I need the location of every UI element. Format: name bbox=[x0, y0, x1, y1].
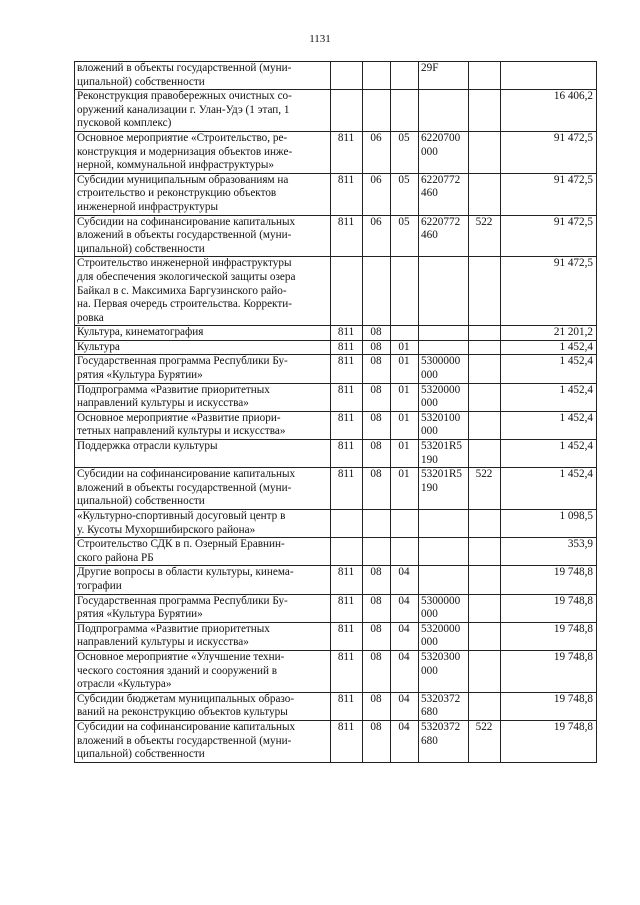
subsection-code-cell bbox=[391, 257, 419, 326]
expense-type-cell bbox=[469, 538, 501, 566]
amount-cell: 19 748,8 bbox=[501, 594, 597, 622]
expense-type-cell bbox=[469, 650, 501, 692]
section-code-cell: 08 bbox=[363, 566, 391, 594]
target-article-cell: 5320372 680 bbox=[419, 692, 469, 720]
table-row bbox=[75, 468, 597, 510]
grbs-code-cell: 811 bbox=[331, 622, 363, 650]
section-code-cell: 08 bbox=[363, 383, 391, 411]
section-code-cell: 08 bbox=[363, 355, 391, 383]
item-name-cell: Субсидии на софинансирование капитальных вложений в объекты государственной (муни- ципальной) собственности bbox=[75, 468, 331, 510]
item-name-cell: Основное мероприятие «Развитие приори- тетных направлений культуры и искусства» bbox=[75, 411, 331, 439]
grbs-code-cell bbox=[331, 257, 363, 326]
target-article-cell bbox=[419, 538, 469, 566]
expense-type-cell bbox=[469, 355, 501, 383]
subsection-code-cell bbox=[391, 538, 419, 566]
target-article-cell: 5300000 000 bbox=[419, 355, 469, 383]
amount-cell: 91 472,5 bbox=[501, 131, 597, 173]
expense-type-cell bbox=[469, 510, 501, 538]
subsection-code-cell: 01 bbox=[391, 411, 419, 439]
target-article-cell: 6220772 460 bbox=[419, 215, 469, 257]
table-row bbox=[75, 594, 597, 622]
target-article-cell: 5320372 680 bbox=[419, 720, 469, 762]
target-article-cell: 53201R5 190 bbox=[419, 468, 469, 510]
section-code-cell: 08 bbox=[363, 340, 391, 355]
amount-cell: 91 472,5 bbox=[501, 257, 597, 326]
item-name-cell: Строительство инженерной инфраструктуры для обеспечения экологической защиты озера Байкал в с. Максимиха Баргузинского райо- на. Первая очередь строительства. Корректи- ровка bbox=[75, 257, 331, 326]
amount-cell: 19 748,8 bbox=[501, 720, 597, 762]
amount-cell: 91 472,5 bbox=[501, 215, 597, 257]
table-row bbox=[75, 355, 597, 383]
table-row bbox=[75, 720, 597, 762]
grbs-code-cell: 811 bbox=[331, 411, 363, 439]
section-code-cell: 08 bbox=[363, 720, 391, 762]
expense-type-cell: 522 bbox=[469, 468, 501, 510]
target-article-cell bbox=[419, 326, 469, 341]
subsection-code-cell: 04 bbox=[391, 692, 419, 720]
item-name-cell: Строительство СДК в п. Озерный Еравнин- ского района РБ bbox=[75, 538, 331, 566]
grbs-code-cell: 811 bbox=[331, 340, 363, 355]
subsection-code-cell: 05 bbox=[391, 131, 419, 173]
expense-type-cell bbox=[469, 340, 501, 355]
grbs-code-cell: 811 bbox=[331, 383, 363, 411]
subsection-code-cell: 04 bbox=[391, 720, 419, 762]
page-number: 1131 bbox=[309, 33, 331, 45]
section-code-cell: 08 bbox=[363, 594, 391, 622]
section-code-cell bbox=[363, 510, 391, 538]
table-row bbox=[75, 383, 597, 411]
expense-type-cell bbox=[469, 383, 501, 411]
amount-cell: 1 452,4 bbox=[501, 468, 597, 510]
grbs-code-cell bbox=[331, 510, 363, 538]
target-article-cell: 6220772 460 bbox=[419, 173, 469, 215]
amount-cell: 1 452,4 bbox=[501, 340, 597, 355]
expense-type-cell bbox=[469, 692, 501, 720]
subsection-code-cell: 04 bbox=[391, 566, 419, 594]
table-row bbox=[75, 62, 597, 90]
table-row bbox=[75, 326, 597, 341]
table-row bbox=[75, 692, 597, 720]
item-name-cell: «Культурно-спортивный досуговый центр в у. Кусоты Мухоршибирского района» bbox=[75, 510, 331, 538]
section-code-cell: 08 bbox=[363, 411, 391, 439]
expense-type-cell bbox=[469, 131, 501, 173]
table-row bbox=[75, 622, 597, 650]
section-code-cell: 08 bbox=[363, 326, 391, 341]
grbs-code-cell: 811 bbox=[331, 215, 363, 257]
grbs-code-cell: 811 bbox=[331, 326, 363, 341]
table-row bbox=[75, 440, 597, 468]
expense-type-cell bbox=[469, 594, 501, 622]
table-row bbox=[75, 131, 597, 173]
target-article-cell: 6220700 000 bbox=[419, 131, 469, 173]
expense-type-cell bbox=[469, 566, 501, 594]
grbs-code-cell: 811 bbox=[331, 355, 363, 383]
table-row bbox=[75, 566, 597, 594]
item-name-cell: вложений в объекты государственной (муни- ципальной) собственности bbox=[75, 62, 331, 90]
expense-type-cell bbox=[469, 622, 501, 650]
item-name-cell: Подпрограмма «Развитие приоритетных направлений культуры и искусства» bbox=[75, 622, 331, 650]
subsection-code-cell: 01 bbox=[391, 383, 419, 411]
budget-table bbox=[74, 61, 597, 763]
grbs-code-cell: 811 bbox=[331, 594, 363, 622]
section-code-cell: 08 bbox=[363, 692, 391, 720]
table-row bbox=[75, 215, 597, 257]
subsection-code-cell: 01 bbox=[391, 355, 419, 383]
grbs-code-cell: 811 bbox=[331, 173, 363, 215]
section-code-cell: 08 bbox=[363, 650, 391, 692]
grbs-code-cell bbox=[331, 90, 363, 132]
section-code-cell: 06 bbox=[363, 131, 391, 173]
section-code-cell: 06 bbox=[363, 215, 391, 257]
expense-type-cell bbox=[469, 440, 501, 468]
item-name-cell: Субсидии муниципальным образованиям на строительство и реконструкцию объектов инженерной инфраструктуры bbox=[75, 173, 331, 215]
subsection-code-cell: 04 bbox=[391, 622, 419, 650]
subsection-code-cell: 05 bbox=[391, 173, 419, 215]
target-article-cell bbox=[419, 90, 469, 132]
expense-type-cell bbox=[469, 411, 501, 439]
target-article-cell: 5320000 000 bbox=[419, 383, 469, 411]
amount-cell: 21 201,2 bbox=[501, 326, 597, 341]
expense-type-cell bbox=[469, 90, 501, 132]
section-code-cell bbox=[363, 257, 391, 326]
subsection-code-cell bbox=[391, 510, 419, 538]
subsection-code-cell bbox=[391, 326, 419, 341]
item-name-cell: Подпрограмма «Развитие приоритетных направлений культуры и искусства» bbox=[75, 383, 331, 411]
item-name-cell: Субсидии на софинансирование капитальных вложений в объекты государственной (муни- ципальной) собственности bbox=[75, 215, 331, 257]
grbs-code-cell: 811 bbox=[331, 650, 363, 692]
grbs-code-cell: 811 bbox=[331, 692, 363, 720]
amount-cell: 19 748,8 bbox=[501, 650, 597, 692]
grbs-code-cell: 811 bbox=[331, 720, 363, 762]
table-row bbox=[75, 510, 597, 538]
amount-cell: 1 452,4 bbox=[501, 411, 597, 439]
amount-cell: 1 452,4 bbox=[501, 383, 597, 411]
subsection-code-cell bbox=[391, 62, 419, 90]
section-code-cell: 08 bbox=[363, 440, 391, 468]
target-article-cell: 29F bbox=[419, 62, 469, 90]
target-article-cell bbox=[419, 566, 469, 594]
item-name-cell: Реконструкция правобережных очистных со- оружений канализации г. Улан-Удэ (1 этап, 1 пусковой комплекс) bbox=[75, 90, 331, 132]
section-code-cell bbox=[363, 90, 391, 132]
table-row bbox=[75, 257, 597, 326]
table-row bbox=[75, 411, 597, 439]
subsection-code-cell: 01 bbox=[391, 440, 419, 468]
table-row bbox=[75, 90, 597, 132]
table-row bbox=[75, 340, 597, 355]
amount-cell: 1 098,5 bbox=[501, 510, 597, 538]
table-row bbox=[75, 173, 597, 215]
expense-type-cell bbox=[469, 326, 501, 341]
item-name-cell: Основное мероприятие «Строительство, ре- конструкция и модернизация объектов инже- нерной, коммунальной инфраструктуры» bbox=[75, 131, 331, 173]
amount-cell: 19 748,8 bbox=[501, 622, 597, 650]
item-name-cell: Поддержка отрасли культуры bbox=[75, 440, 331, 468]
amount-cell: 16 406,2 bbox=[501, 90, 597, 132]
expense-type-cell: 522 bbox=[469, 720, 501, 762]
target-article-cell: 5320100 000 bbox=[419, 411, 469, 439]
amount-cell: 91 472,5 bbox=[501, 173, 597, 215]
subsection-code-cell: 04 bbox=[391, 650, 419, 692]
target-article-cell: 5300000 000 bbox=[419, 594, 469, 622]
section-code-cell: 08 bbox=[363, 622, 391, 650]
amount-cell: 353,9 bbox=[501, 538, 597, 566]
table-row bbox=[75, 538, 597, 566]
grbs-code-cell: 811 bbox=[331, 440, 363, 468]
target-article-cell bbox=[419, 257, 469, 326]
target-article-cell: 53201R5 190 bbox=[419, 440, 469, 468]
section-code-cell: 08 bbox=[363, 468, 391, 510]
item-name-cell: Основное мероприятие «Улучшение техни- ческого состояния зданий и сооружений в отрасли «Культура» bbox=[75, 650, 331, 692]
item-name-cell: Государственная программа Республики Бу- рятия «Культура Бурятии» bbox=[75, 594, 331, 622]
section-code-cell bbox=[363, 538, 391, 566]
item-name-cell: Культура, кинематография bbox=[75, 326, 331, 341]
item-name-cell: Другие вопросы в области культуры, кинема- тографии bbox=[75, 566, 331, 594]
expense-type-cell bbox=[469, 257, 501, 326]
amount-cell: 19 748,8 bbox=[501, 692, 597, 720]
section-code-cell bbox=[363, 62, 391, 90]
amount-cell: 1 452,4 bbox=[501, 440, 597, 468]
table-body bbox=[75, 62, 597, 763]
grbs-code-cell: 811 bbox=[331, 468, 363, 510]
table-row bbox=[75, 650, 597, 692]
subsection-code-cell: 01 bbox=[391, 468, 419, 510]
subsection-code-cell bbox=[391, 90, 419, 132]
subsection-code-cell: 01 bbox=[391, 340, 419, 355]
amount-cell: 1 452,4 bbox=[501, 355, 597, 383]
target-article-cell bbox=[419, 340, 469, 355]
expense-type-cell bbox=[469, 62, 501, 90]
amount-cell: 19 748,8 bbox=[501, 566, 597, 594]
target-article-cell bbox=[419, 510, 469, 538]
target-article-cell: 5320000 000 bbox=[419, 622, 469, 650]
section-code-cell: 06 bbox=[363, 173, 391, 215]
grbs-code-cell bbox=[331, 62, 363, 90]
grbs-code-cell bbox=[331, 538, 363, 566]
item-name-cell: Культура bbox=[75, 340, 331, 355]
amount-cell bbox=[501, 62, 597, 90]
item-name-cell: Субсидии бюджетам муниципальных образо- ваний на реконструкцию объектов культуры bbox=[75, 692, 331, 720]
subsection-code-cell: 05 bbox=[391, 215, 419, 257]
expense-type-cell: 522 bbox=[469, 215, 501, 257]
item-name-cell: Государственная программа Республики Бу- рятия «Культура Бурятии» bbox=[75, 355, 331, 383]
grbs-code-cell: 811 bbox=[331, 131, 363, 173]
grbs-code-cell: 811 bbox=[331, 566, 363, 594]
subsection-code-cell: 04 bbox=[391, 594, 419, 622]
target-article-cell: 5320300 000 bbox=[419, 650, 469, 692]
item-name-cell: Субсидии на софинансирование капитальных вложений в объекты государственной (муни- ципальной) собственности bbox=[75, 720, 331, 762]
expense-type-cell bbox=[469, 173, 501, 215]
